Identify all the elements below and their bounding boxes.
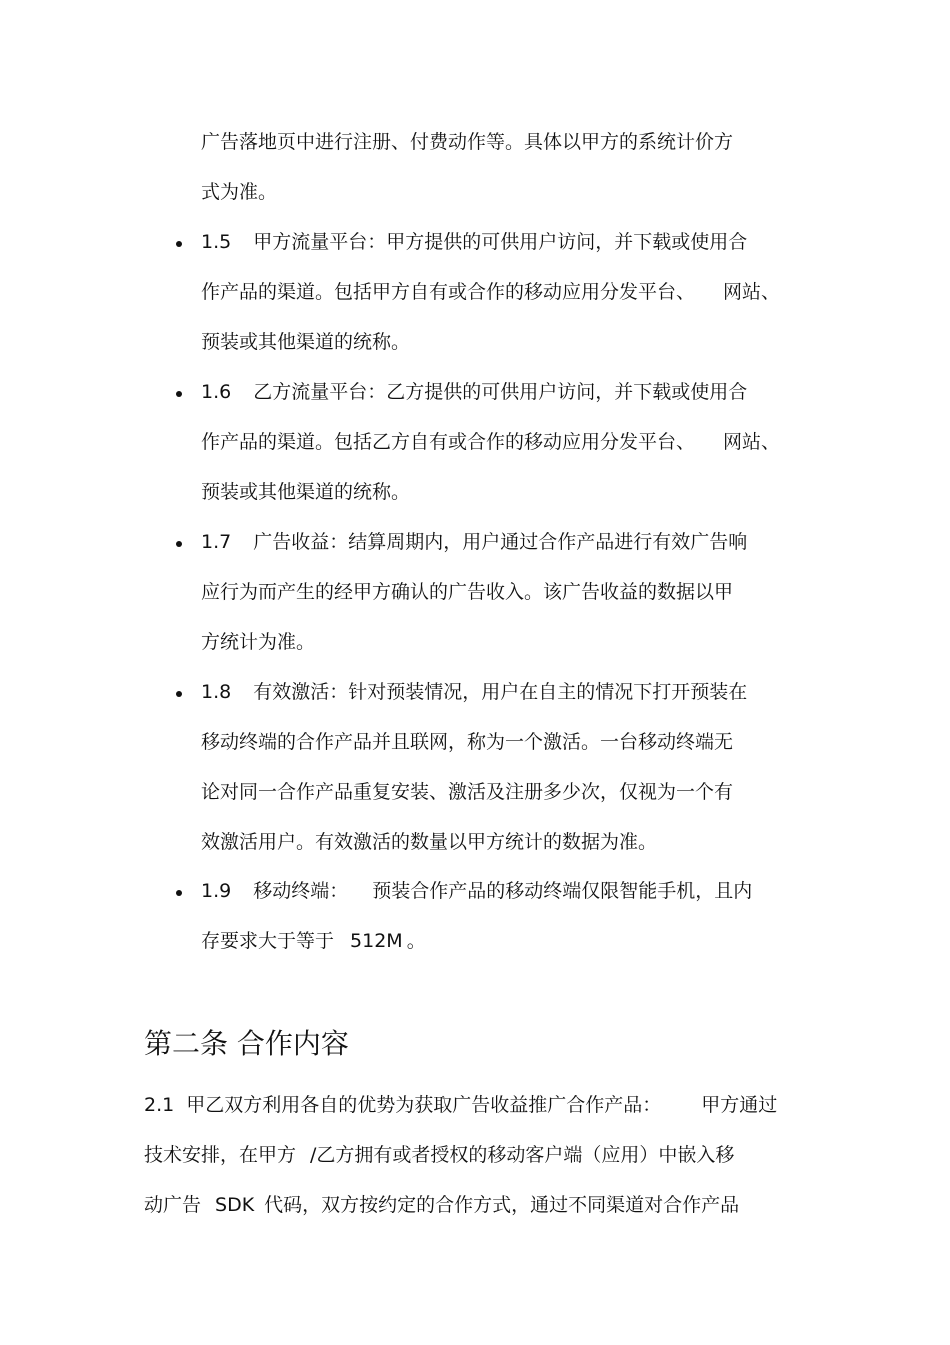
paragraph-line: 预装或其他渠道的统称。 bbox=[201, 481, 411, 503]
memory-value: 512M bbox=[350, 930, 403, 952]
bullet-icon bbox=[176, 691, 182, 697]
paragraph-line bbox=[144, 1142, 734, 1168]
list-item-1-6 bbox=[201, 379, 747, 405]
list-item-1-7 bbox=[201, 529, 747, 555]
item-text: 作产品的渠道。包括甲方自有或合作的移动应用分发平台、 bbox=[201, 281, 696, 303]
paragraph-line: 效激活用户。有效激活的数量以甲方统计的数据为准。 bbox=[201, 831, 658, 853]
item-text: 作产品的渠道。包括乙方自有或合作的移动应用分发平台、 bbox=[201, 431, 696, 453]
item-text: 网站、 bbox=[723, 431, 781, 453]
paragraph-line: 移动终端的合作产品并且联网，称为一个激活。一台移动终端无 bbox=[201, 731, 734, 753]
paragraph-line: 式为准。 bbox=[201, 181, 278, 203]
clause-text: 甲乙双方利用各自的优势为获取广告收益推广合作产品： bbox=[186, 1094, 662, 1116]
bullet-icon bbox=[176, 391, 182, 397]
paragraph-line: 预装或其他渠道的统称。 bbox=[201, 331, 411, 353]
item-text: 预装合作产品的移动终端仅限智能手机，且内 bbox=[372, 880, 753, 902]
clause-text: /乙方拥有或者授权的移动客户端（应用）中嵌入移 bbox=[310, 1144, 735, 1166]
bullet-icon bbox=[176, 241, 182, 247]
item-text: 广告收益：结算周期内，用户通过合作产品进行有效广告响 bbox=[253, 531, 748, 553]
paragraph-line: 方统计为准。 bbox=[201, 631, 316, 653]
clause-text: 技术安排，在甲方 bbox=[144, 1144, 297, 1166]
paragraph-line bbox=[201, 429, 780, 455]
sdk-term: SDK bbox=[215, 1194, 255, 1216]
item-text: 网站、 bbox=[723, 281, 781, 303]
item-text: 有效激活：针对预装情况，用户在自主的情况下打开预装在 bbox=[253, 681, 748, 703]
item-text: 乙方流量平台：乙方提供的可供用户访问，并下载或使用合 bbox=[253, 381, 748, 403]
paragraph-line bbox=[201, 279, 780, 305]
clause-text: 动广告 bbox=[144, 1194, 202, 1216]
item-number: 1.8 bbox=[201, 681, 232, 703]
bullet-icon bbox=[176, 890, 182, 896]
section-heading: 第二条 合作内容 bbox=[144, 1027, 349, 1060]
item-number: 1.9 bbox=[201, 880, 232, 902]
list-item-1-9 bbox=[201, 878, 752, 904]
list-item-1-8 bbox=[201, 679, 747, 705]
item-text: 存要求大于等于 bbox=[201, 930, 335, 952]
paragraph-line bbox=[201, 928, 426, 954]
paragraph-line: 论对同一合作产品重复安装、激活及注册多少次，仅视为一个有 bbox=[201, 781, 734, 803]
clause-text: 代码，双方按约定的合作方式，通过不同渠道对合作产品 bbox=[264, 1194, 740, 1216]
item-label: 移动终端： bbox=[253, 880, 349, 902]
paragraph-line: 应行为而产生的经甲方确认的广告收入。该广告收益的数据以甲 bbox=[201, 581, 734, 603]
item-number: 1.5 bbox=[201, 231, 232, 253]
paragraph-line bbox=[144, 1092, 777, 1118]
paragraph-line: 广告落地页中进行注册、付费动作等。具体以甲方的系统计价方 bbox=[201, 131, 734, 153]
paragraph-line bbox=[144, 1192, 739, 1218]
clause-number: 2.1 bbox=[144, 1094, 175, 1116]
clause-text: 甲方通过 bbox=[701, 1094, 778, 1116]
item-number: 1.7 bbox=[201, 531, 232, 553]
bullet-icon bbox=[176, 541, 182, 547]
item-text: 。 bbox=[406, 930, 426, 952]
list-item-1-5 bbox=[201, 229, 747, 255]
item-text: 甲方流量平台：甲方提供的可供用户访问，并下载或使用合 bbox=[253, 231, 748, 253]
item-number: 1.6 bbox=[201, 381, 232, 403]
